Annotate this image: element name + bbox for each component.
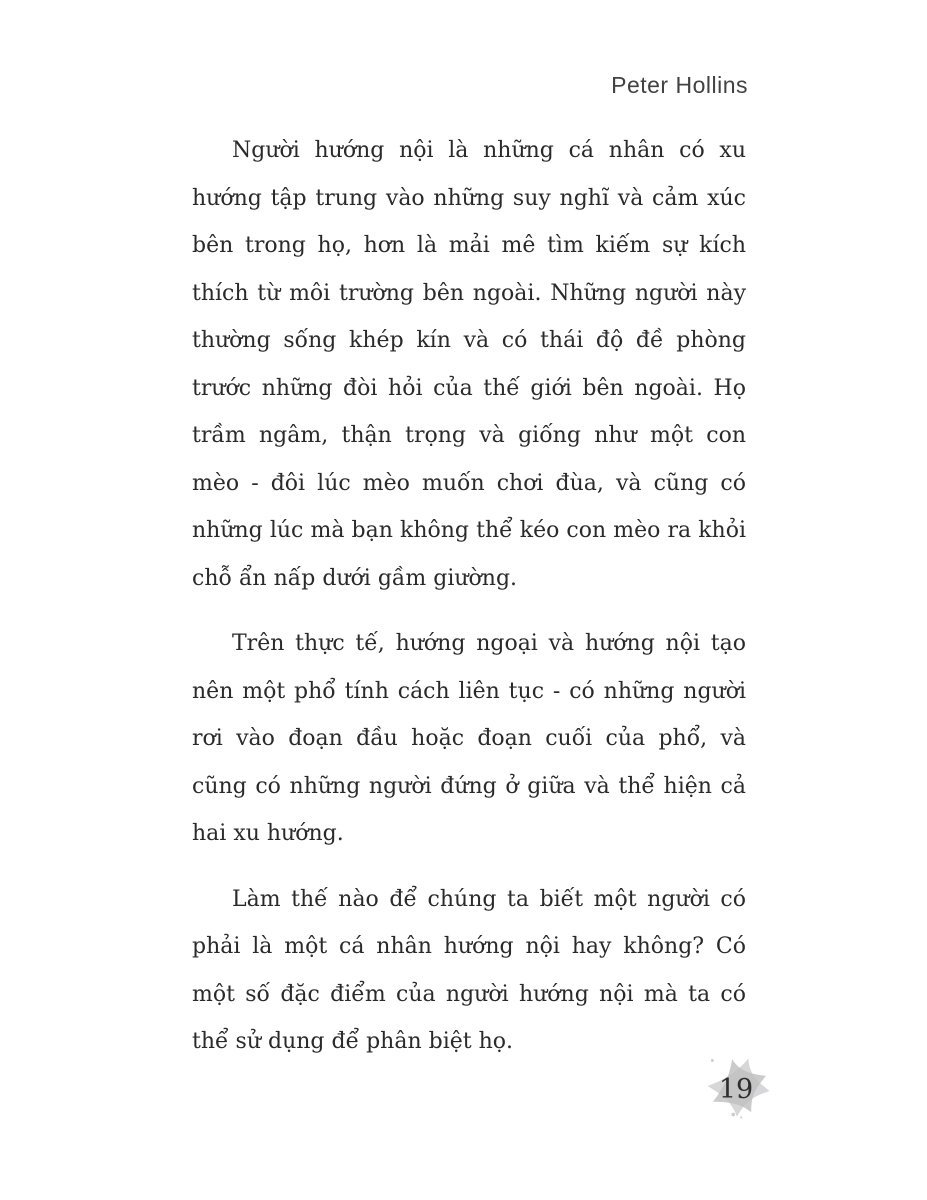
speck-dot xyxy=(711,1059,714,1062)
text-line: trước những đòi hỏi của thế giới bên ngoài. Họ xyxy=(192,375,746,401)
text-line: thích từ môi trường bên ngoài. Những người này xyxy=(192,280,746,306)
paragraph xyxy=(192,876,746,1066)
author-name: Peter Hollins xyxy=(611,72,748,98)
speck-dot xyxy=(731,1113,735,1117)
text-line: hai xu hướng. xyxy=(192,821,344,846)
text-line: thể sử dụng để phân biệt họ. xyxy=(192,1029,514,1054)
text-line: hướng tập trung vào những suy nghĩ và cảm xúc xyxy=(192,185,746,211)
running-header xyxy=(192,72,748,99)
paragraph xyxy=(192,620,746,858)
text-line: mèo - đôi lúc mèo muốn chơi đùa, và cũng có xyxy=(192,470,746,496)
paragraph xyxy=(192,127,746,602)
page-number: 19 xyxy=(718,1074,754,1105)
page-number-badge xyxy=(703,1054,775,1126)
text-line: thường sống khép kín và có thái độ đề phòng xyxy=(192,328,746,353)
text-line: Người hướng nội là những cá nhân có xu xyxy=(232,138,746,163)
text-line: những lúc mà bạn không thể kéo con mèo ra khỏi xyxy=(192,518,746,543)
text-line: Làm thế nào để chúng ta biết một người có xyxy=(232,886,746,912)
text-line: trầm ngâm, thận trọng và giống như một con xyxy=(192,423,746,448)
text-line: Trên thực tế, hướng ngoại và hướng nội tạo xyxy=(232,631,746,656)
body-text xyxy=(192,127,746,1084)
text-line: nên một phổ tính cách liên tục - có những người xyxy=(192,678,746,704)
text-line: chỗ ẩn nấp dưới gầm giường. xyxy=(192,565,518,591)
speck-dot xyxy=(740,1116,742,1118)
text-line: cũng có những người đứng ở giữa và thể hiện cả xyxy=(192,773,746,799)
text-line: một số đặc điểm của người hướng nội mà ta có xyxy=(192,981,746,1007)
text-line: rơi vào đoạn đầu hoặc đoạn cuối của phổ, và xyxy=(192,726,746,751)
text-line: phải là một cá nhân hướng nội hay không? Có xyxy=(192,934,746,959)
text-line: bên trong họ, hơn là mải mê tìm kiếm sự kích xyxy=(192,233,746,258)
